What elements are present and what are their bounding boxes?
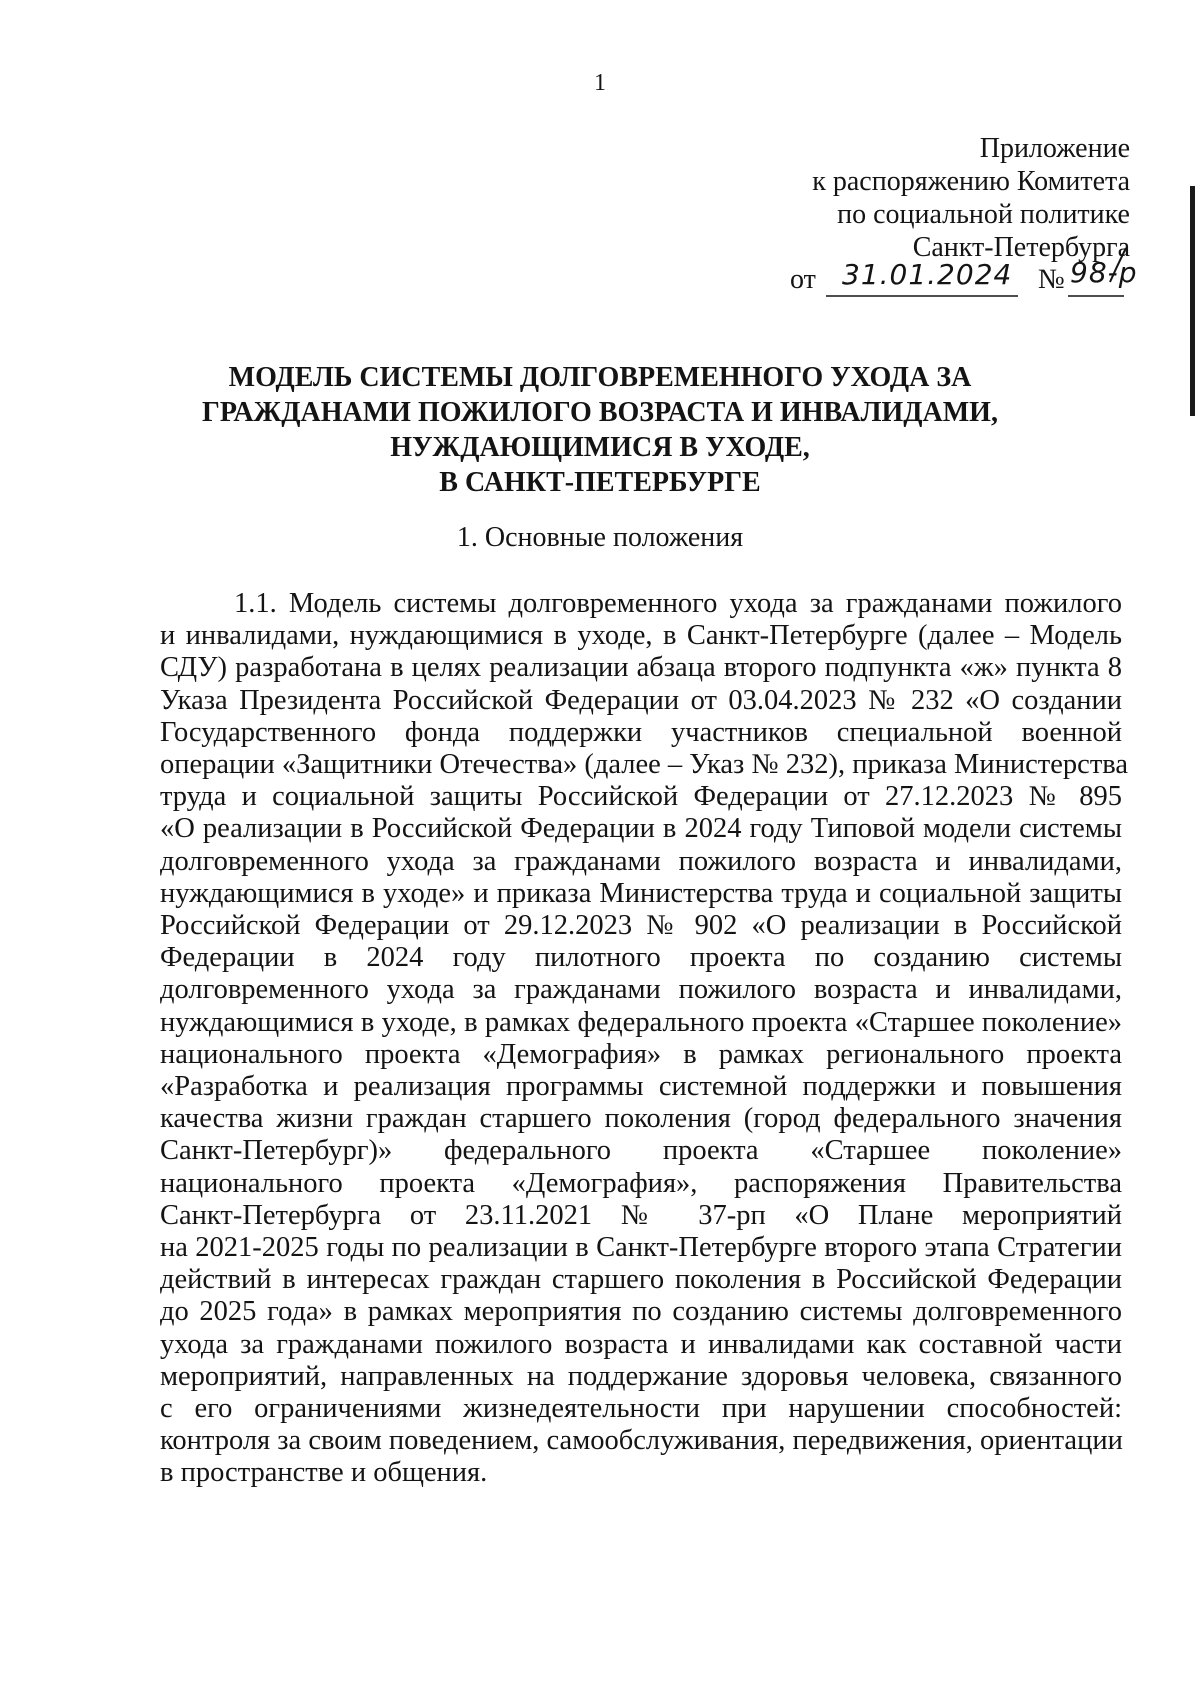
page-number: 1 xyxy=(594,70,606,96)
title-line: В САНКТ-ПЕТЕРБУРГЕ xyxy=(439,467,761,498)
appendix-line: по социальной политике xyxy=(837,199,1130,230)
paragraph-line: мероприятий, направленных на поддержание здоровья человека, связанного xyxy=(160,1360,1122,1392)
paragraph-line: СДУ) разработана в целях реализации абзаца второго подпункта «ж» пункта 8 xyxy=(160,652,1122,684)
paragraph-line: «О реализации в Российской Федерации в 2024 году Типовой модели системы xyxy=(160,813,1122,845)
paragraph-line: национального проекта «Демография», распоряжения Правительства xyxy=(160,1167,1122,1199)
paragraph-line: Федерации в 2024 году пилотного проекта по созданию системы xyxy=(160,942,1122,974)
title-line: МОДЕЛЬ СИСТЕМЫ ДОЛГОВРЕМЕННОГО УХОДА ЗА xyxy=(228,362,972,393)
paragraph-line: труда и социальной защиты Российской Федерации от 27.12.2023 № 895 xyxy=(160,781,1122,813)
paragraph-line: и инвалидами, нуждающимися в уходе, в Санкт-Петербурге (далее – Модель xyxy=(160,620,1122,652)
appendix-line: к распоряжению Комитета xyxy=(812,166,1130,197)
paragraph-line: «Разработка и реализация программы системной поддержки и повышения xyxy=(160,1071,1122,1103)
paragraph-line: долговременного ухода за гражданами пожилого возраста и инвалидами, xyxy=(160,845,1122,877)
paragraph-line: в пространстве и общения. xyxy=(160,1457,488,1489)
paragraph-line: до 2025 года» в рамках мероприятия по созданию системы долговременного xyxy=(160,1296,1122,1328)
date-prefix: от xyxy=(790,264,816,295)
appendix-line: Приложение xyxy=(979,133,1130,164)
scan-edge-mark xyxy=(1190,186,1195,416)
appendix-line: Санкт-Петербурга xyxy=(912,232,1130,263)
number-prefix: № xyxy=(1038,264,1065,295)
section-heading: 1. Основные положения xyxy=(456,522,744,553)
paragraph-line: операции «Защитники Отечества» (далее – Указ № 232), приказа Министерства xyxy=(160,749,1128,781)
paragraph-line: Указа Президента Российской Федерации от 03.04.2023 № 232 «О создании xyxy=(160,684,1122,716)
title-line: ГРАЖДАНАМИ ПОЖИЛОГО ВОЗРАСТА И ИНВАЛИДАМИ, xyxy=(202,397,998,428)
date-underline xyxy=(0,0,1200,320)
handwritten-date: 31.01.2024 xyxy=(842,258,1013,291)
paragraph-line: контроля за своим поведением, самообслуживания, передвижения, ориентации xyxy=(160,1425,1123,1457)
paragraph-line: национального проекта «Демография» в рамках регионального проекта xyxy=(160,1038,1122,1070)
paragraph-line: качества жизни граждан старшего поколения (город федерального значения xyxy=(160,1103,1122,1135)
handwritten-number: 98-р xyxy=(1070,256,1138,289)
paragraph-line: Санкт-Петербурга от 23.11.2021 № 37-рп «О Плане мероприятий xyxy=(160,1199,1122,1231)
paragraph-1-1 xyxy=(160,588,1128,1490)
paragraph-line: Санкт-Петербург)» федерального проекта «Старшее поколение» xyxy=(160,1135,1122,1167)
paragraph-line: Российской Федерации от 29.12.2023 № 902 «О реализации в Российской xyxy=(160,910,1122,942)
title-line: НУЖДАЮЩИМИСЯ В УХОДЕ, xyxy=(390,432,810,463)
paragraph-line: 1.1. Модель системы долговременного ухода за гражданами пожилого xyxy=(234,588,1122,619)
paragraph-line: долговременного ухода за гражданами пожилого возраста и инвалидами, xyxy=(160,974,1122,1006)
document-title xyxy=(0,360,1200,500)
paragraph-line: нуждающимися в уходе» и приказа Министерства труда и социальной защиты xyxy=(160,877,1122,909)
paragraph-line: на 2021-2025 годы по реализации в Санкт-Петербурге второго этапа Стратегии xyxy=(160,1232,1122,1264)
paragraph-line: с его ограничениями жизнедеятельности при нарушении способностей: xyxy=(160,1393,1122,1425)
paragraph-line: ухода за гражданами пожилого возраста и инвалидами как составной части xyxy=(160,1328,1122,1360)
paragraph-line: Государственного фонда поддержки участников специальной военной xyxy=(160,716,1122,748)
paragraph-line: нуждающимися в уходе, в рамках федерального проекта «Старшее поколение» xyxy=(160,1006,1122,1038)
paragraph-line: действий в интересах граждан старшего поколения в Российской Федерации xyxy=(160,1264,1122,1296)
